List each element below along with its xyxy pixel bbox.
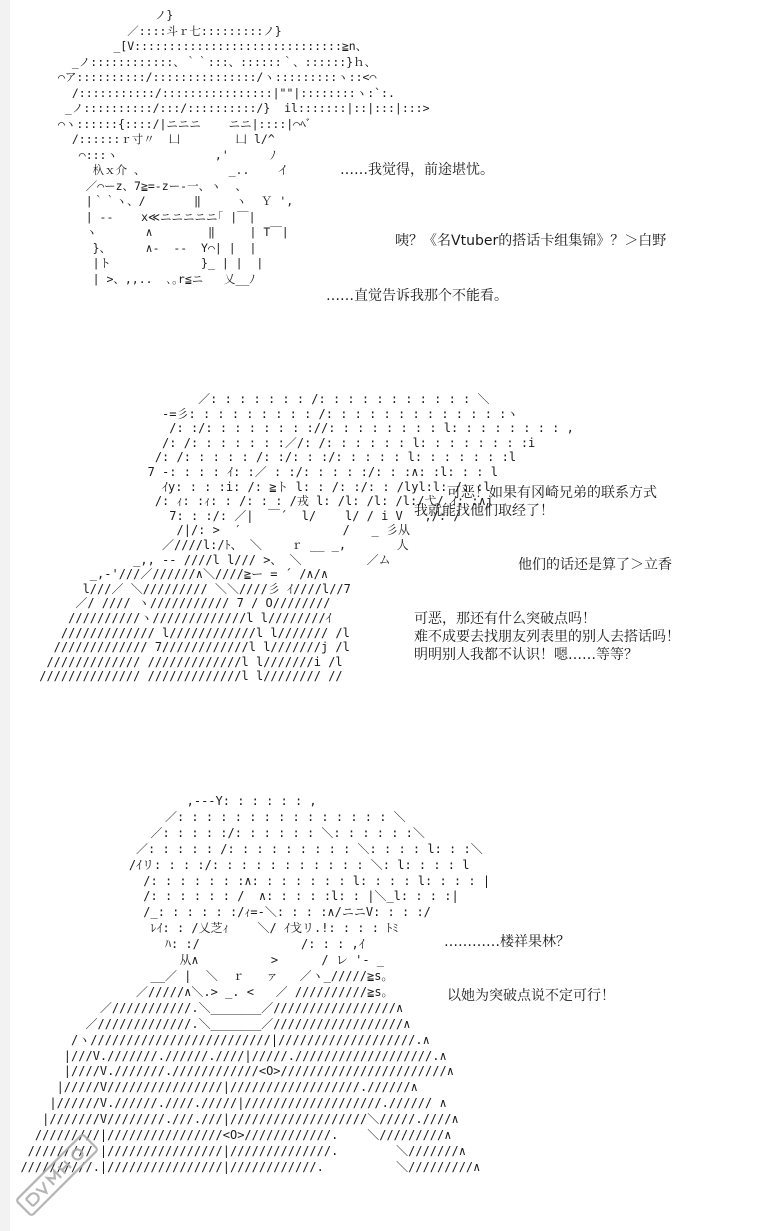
ascii-art-character: ,‐‐‐Y: : : : : : , ／: : : : : : : : : : : : : : : ＼ ／: : : : :/: : : : : : ＼: : : : : :＼ ／: : : : : /: : : : : : : : : ＼: : : : l: : :＼ /ｲリ: : : :/: : : : : : : : : : : ＼: l: : : : l /: : : : : : :∧: : : : : : : l: : : : l: : : : | /: : : : : : / ∧: : : : :l: : |＼_l: : : :| /_: : : : : :/ｨ=-＼: : : :∧/ニニV: : : :/ ﾚｲ: : /乂芝ｨ ＼/ ｲ戈リ.!: : : : ﾄﾐ ﾊ: :/ /: : : ,ｲ 从∧ > / レ '‐ _ __／ | ＼ ｒ ァ ／ヽ_/////≧s。 ／/////∧＼.> _. < ／ //////////≧s。 ／///////////.＼_______／/////////////////∧ ／/////////////.＼_______／//////////////////∧ /ヽ/////////////////////////|///////////////////.∧ |///V.///////.//////.////|/////.///////////////////.∧ |////V.///////.////////////<O>///////////////////////∧ |/////V////////////////|//////////////////.//////∧ |//////V.//////.////./////|///////////////////.////// ∧ |///////V////////.///.///|///////////////////＼/////.////∧ /////////|////////////////<O>////////////. ＼/////////∧ ///////// |////////////////|//////////////. ＼///////∧ //////////.|////////////////|////////////. ＼/////////∧ <box>20 794 491 1174</box>
ascii-art-character: ／: : : : : : : /: : : : : : : : : : : ＼ -=彡: : : : : : : : : /: : : : : : : : : : : : :ヽ /: :/: : : : : : : ://: : : : : : : : l: : : : : : : : , /: /: : : : : : :／/: /: : : : : : l: : : : : : : :i /: /: : : : : /: :/: : :/: : : : : l: : : : : : :l 7 ‐: : : : ｲ: :／ : :/: : : : :/: : :∧: :l: : : l ｲy: : : :i: /: ≧ト l: : /: :/: : /lyl:l: /: :l /: ｨ: :ｨ: : /: : : /戎 l: /l: /l: /l:/弋/ ｲ: :∧j 7: : :/: ／| ￣´ l/ l/ / i V ,/: / /|/: > ′ / _ 彡从 ／////l:/ﾄ、 ＼ ｒ __ _, 人 _,, -- ////l l/// >、 ＼ ／ム _,-'///／//////∧＼////≧ー = ´ /∧/∧ l///／ ＼///////// ＼＼////彡 ｲ////l//7 ／/ //// ヽ/////////// 7 / O//////// //////////ヽ/////////////l l////////ｲ ///////////// l////////////l l/////// /l ///////////// 7////////////l l///////j /l ///////////// /////////////l l///////i /l ////////////// /////////////l l//////// // <box>39 392 574 684</box>
dialogue-line: 可恶，那还有什么突破点吗！ <box>414 611 596 627</box>
dialogue-line: ……我觉得，前途堪忧。 <box>340 162 494 178</box>
dialogue-line: 咦？《名Vtuber的搭话卡组集锦》？＞白野 <box>395 233 667 249</box>
ascii-art-character: ノ} ／::::斗ｒ七:::::::::ノ} _[V::::::::::::::::::::::::::::::≧n、 _ノ::::::::::::、｀｀:::、::::::｀、::::::}ｈ、 ⌒ア::::::::::/:::::::::::::::/ヽ:::::::::ヽ::<⌒ /:::::::::::/::::::::::::::::|""|::::::::ヽ:`:. _ノ::::::::::/:::/::::::::::/} il:::::::|::|:::|:::> ⌒ヽ::::::{::::/|ニニニ ニニ|::::|⌒ﾍﾞ /::::::ｒ寸〃 凵 凵 l/^ ⌒:::ヽ ,' ﾉ 杁ｘ介 、 _.. イ ／⌒ーz、7≧=-zー‐一、ヽ 、 |｀｀ヽ、/ ‖ ヽ Ｙ ', | ‐‐ x≪ニニニニニ｢ |￣| ヽ ∧ ‖ | T￣| }、 ∧- -- Y⌒| | | |ト }_ | | | | >、,,.. ､｡r≦ニ 乂__ﾉ <box>58 8 430 286</box>
panel-2 <box>0 388 777 748</box>
panel-3 <box>0 790 777 1231</box>
dialogue-line: 他们的话还是算了＞立香 <box>518 557 672 573</box>
dialogue-line: 我就能找他们取经了！ <box>414 503 554 519</box>
dialogue-line: 可恶！如果有冈崎兄弟的联系方式 <box>447 485 657 501</box>
dialogue-line: 难不成要去找朋友列表里的别人去搭话吗！ <box>414 629 680 645</box>
panel-1 <box>0 0 777 360</box>
dialogue-line: 明明别人我都不认识！嗯……等等？ <box>414 647 638 663</box>
dialogue-line: ……直觉告诉我那个不能看。 <box>326 288 508 304</box>
dialogue-line: …………楼祥果林？ <box>444 934 570 950</box>
watermark-logo-icon <box>2 1120 112 1230</box>
dialogue-line: 以她为突破点说不定可行！ <box>447 988 615 1004</box>
